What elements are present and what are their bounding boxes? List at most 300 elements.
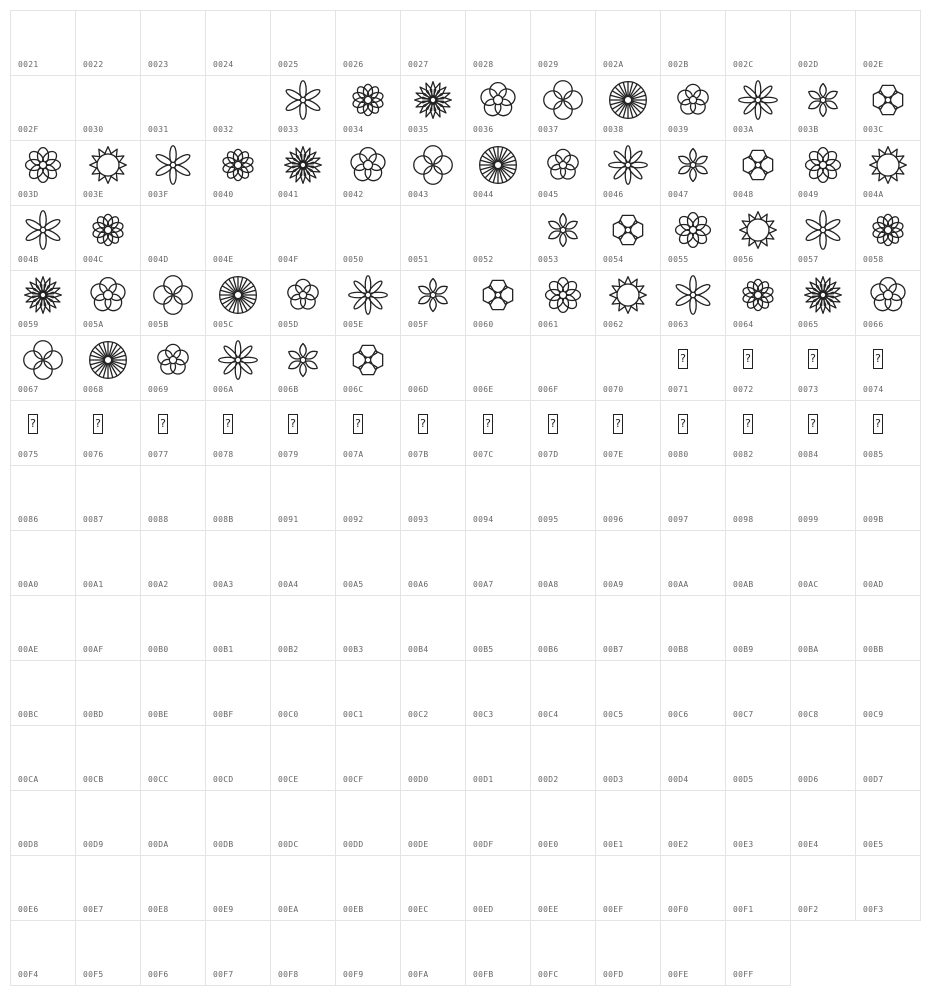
flower-icon [866,208,910,252]
glyph-cell [140,400,206,466]
flower-icon [866,273,910,317]
glyph-cell [790,855,856,921]
glyph-cell [530,790,596,856]
glyph-code-label: 0079 [278,450,299,459]
glyph-cell [10,855,76,921]
glyph-code-label: 0055 [668,255,689,264]
glyph-code-label: 005E [343,320,364,329]
glyph-code-label: 0032 [213,125,234,134]
glyph-code-label: 00A6 [408,580,429,589]
missing-glyph-mark: ? [875,417,881,430]
glyph-code-label: 00A5 [343,580,364,589]
glyph-code-label: 00BC [18,710,39,719]
missing-glyph-icon [873,414,883,434]
glyph-cell [790,530,856,596]
glyph-cell [75,270,141,336]
missing-glyph-icon [483,414,493,434]
glyph-cell [855,725,921,791]
glyph-code-label: 004E [213,255,234,264]
glyph-cell [270,75,336,141]
flower-icon [736,78,780,122]
glyph-code-label: 0023 [148,60,169,69]
glyph-cell [335,465,401,531]
glyph-cell [75,465,141,531]
glyph-code-label: 0037 [538,125,559,134]
flower-icon [606,143,650,187]
glyph-cell [530,400,596,466]
glyph-cell [595,75,661,141]
glyph-code-label: 004A [863,190,884,199]
glyph-code-label: 0024 [213,60,234,69]
glyph-cell [205,790,271,856]
glyph-code-label: 00CC [148,775,169,784]
glyph-code-label: 0036 [473,125,494,134]
glyph-cell [10,75,76,141]
glyph-cell [270,400,336,466]
glyph-cell [335,270,401,336]
glyph-cell [660,855,726,921]
glyph-cell [465,855,531,921]
glyph-cell [10,140,76,206]
glyph-cell [530,530,596,596]
glyph-code-label: 0054 [603,255,624,264]
glyph-code-label: 0073 [798,385,819,394]
glyph-code-label: 00C7 [733,710,754,719]
glyph-code-label: 00E3 [733,840,754,849]
glyph-cell [530,465,596,531]
glyph-cell [270,790,336,856]
glyph-code-label: 00EF [603,905,624,914]
glyph-cell [75,140,141,206]
glyph-code-label: 004D [148,255,169,264]
glyph-code-label: 002E [863,60,884,69]
glyph-code-label: 00AD [863,580,884,589]
glyph-code-label: 0086 [18,515,39,524]
glyph-cell [855,140,921,206]
glyph-cell [855,10,921,76]
glyph-code-label: 0085 [863,450,884,459]
glyph-cell [725,465,791,531]
glyph-cell [465,725,531,791]
glyph-code-label: 0038 [603,125,624,134]
glyph-code-label: 0074 [863,385,884,394]
glyph-cell [790,75,856,141]
glyph-cell [855,270,921,336]
glyph-code-label: 0077 [148,450,169,459]
glyph-cell [725,790,791,856]
glyph-code-label: 00A8 [538,580,559,589]
missing-glyph-mark: ? [225,417,231,430]
flower-icon [346,78,390,122]
glyph-code-label: 0045 [538,190,559,199]
glyph-code-label: 003E [83,190,104,199]
flower-icon [86,208,130,252]
missing-glyph-icon [223,414,233,434]
glyph-code-label: 0025 [278,60,299,69]
glyph-code-label: 0031 [148,125,169,134]
glyph-cell [725,205,791,271]
glyph-code-label: 00F5 [83,970,104,979]
glyph-code-label: 00F7 [213,970,234,979]
glyph-code-label: 00EB [343,905,364,914]
flower-icon [801,143,845,187]
glyph-code-label: 00C6 [668,710,689,719]
glyph-cell [855,660,921,726]
flower-icon [411,143,455,187]
glyph-cell [75,595,141,661]
flower-icon [736,143,780,187]
glyph-cell [140,660,206,726]
glyph-cell [75,790,141,856]
glyph-code-label: 0041 [278,190,299,199]
glyph-cell [465,920,531,986]
glyph-code-label: 0071 [668,385,689,394]
glyph-cell [790,595,856,661]
glyph-cell [660,10,726,76]
glyph-cell [725,400,791,466]
missing-glyph-mark: ? [680,352,686,365]
glyph-code-label: 00B5 [473,645,494,654]
glyph-code-label: 00F2 [798,905,819,914]
glyph-cell [400,400,466,466]
glyph-cell [660,335,726,401]
glyph-cell [790,725,856,791]
glyph-cell [660,660,726,726]
glyph-cell [335,530,401,596]
glyph-code-label: 007E [603,450,624,459]
missing-glyph-icon [28,414,38,434]
glyph-cell [400,140,466,206]
glyph-cell [725,855,791,921]
glyph-code-label: 003C [863,125,884,134]
glyph-cell [10,465,76,531]
glyph-cell [400,920,466,986]
glyph-code-label: 004B [18,255,39,264]
missing-glyph-icon [93,414,103,434]
glyph-cell [595,205,661,271]
glyph-cell [335,920,401,986]
glyph-code-label: 0049 [798,190,819,199]
glyph-cell [270,855,336,921]
glyph-code-label: 00F6 [148,970,169,979]
glyph-code-label: 00C0 [278,710,299,719]
glyph-code-label: 0080 [668,450,689,459]
glyph-code-label: 005D [278,320,299,329]
glyph-code-label: 00FA [408,970,429,979]
flower-icon [866,143,910,187]
glyph-cell [595,530,661,596]
glyph-code-label: 0088 [148,515,169,524]
glyph-code-label: 00B8 [668,645,689,654]
flower-icon [801,78,845,122]
glyph-cell [10,400,76,466]
glyph-cell [790,790,856,856]
missing-glyph-mark: ? [810,352,816,365]
glyph-code-label: 00DC [278,840,299,849]
glyph-code-label: 00C1 [343,710,364,719]
glyph-cell [465,140,531,206]
flower-icon [21,143,65,187]
glyph-cell [595,270,661,336]
glyph-code-label: 00F0 [668,905,689,914]
glyph-cell [660,465,726,531]
glyph-cell [140,465,206,531]
missing-glyph-mark: ? [550,417,556,430]
glyph-cell [270,465,336,531]
glyph-code-label: 0058 [863,255,884,264]
glyph-code-label: 0034 [343,125,364,134]
missing-glyph-mark: ? [485,417,491,430]
glyph-cell [725,335,791,401]
glyph-cell [270,725,336,791]
glyph-cell [660,205,726,271]
glyph-cell [660,400,726,466]
glyph-cell [790,140,856,206]
glyph-cell [205,595,271,661]
glyph-cell [725,10,791,76]
glyph-code-label: 0084 [798,450,819,459]
glyph-code-label: 00CA [18,775,39,784]
glyph-code-label: 0082 [733,450,754,459]
glyph-code-label: 00D5 [733,775,754,784]
glyph-cell [465,205,531,271]
glyph-cell [530,855,596,921]
glyph-code-label: 007A [343,450,364,459]
glyph-code-label: 00A1 [83,580,104,589]
glyph-code-label: 006A [213,385,234,394]
glyph-cell [790,465,856,531]
glyph-code-label: 0030 [83,125,104,134]
glyph-code-label: 0065 [798,320,819,329]
glyph-code-label: 002B [668,60,689,69]
missing-glyph-icon [418,414,428,434]
flower-icon [736,273,780,317]
missing-glyph-icon [678,349,688,369]
glyph-cell [140,205,206,271]
glyph-code-label: 00CB [83,775,104,784]
glyph-cell [660,530,726,596]
glyph-cell [725,595,791,661]
glyph-cell [75,75,141,141]
glyph-code-label: 00E4 [798,840,819,849]
glyph-cell [335,855,401,921]
flower-icon [606,78,650,122]
glyph-cell [205,920,271,986]
glyph-code-label: 00FD [603,970,624,979]
glyph-code-label: 0098 [733,515,754,524]
glyph-cell [855,530,921,596]
glyph-code-label: 0060 [473,320,494,329]
glyph-cell [140,335,206,401]
glyph-cell [725,270,791,336]
glyph-code-label: 009B [863,515,884,524]
glyph-cell [335,400,401,466]
glyph-code-label: 00F1 [733,905,754,914]
glyph-code-label: 00C8 [798,710,819,719]
glyph-cell [530,205,596,271]
glyph-code-label: 0075 [18,450,39,459]
glyph-cell [205,660,271,726]
glyph-cell [270,270,336,336]
glyph-cell [465,660,531,726]
glyph-code-label: 0052 [473,255,494,264]
glyph-code-label: 0091 [278,515,299,524]
flower-icon [281,78,325,122]
flower-icon [21,273,65,317]
glyph-code-label: 00FE [668,970,689,979]
glyph-code-label: 008B [213,515,234,524]
glyph-cell [205,205,271,271]
glyph-code-label: 00AE [18,645,39,654]
glyph-code-label: 00CE [278,775,299,784]
flower-icon [476,143,520,187]
glyph-cell [270,205,336,271]
glyph-cell [855,595,921,661]
glyph-cell [140,140,206,206]
glyph-cell [10,595,76,661]
glyph-code-label: 00AB [733,580,754,589]
glyph-cell [725,75,791,141]
flower-icon [671,78,715,122]
glyph-code-label: 0061 [538,320,559,329]
glyph-cell [595,595,661,661]
glyph-cell [335,595,401,661]
flower-icon [21,338,65,382]
glyph-code-label: 00B2 [278,645,299,654]
glyph-cell [725,725,791,791]
glyph-cell [530,335,596,401]
glyph-code-label: 0053 [538,255,559,264]
glyph-code-label: 0035 [408,125,429,134]
glyph-cell [10,270,76,336]
glyph-code-label: 00E7 [83,905,104,914]
glyph-code-label: 00D0 [408,775,429,784]
glyph-cell [595,855,661,921]
flower-icon [541,143,585,187]
glyph-cell [660,920,726,986]
glyph-cell [530,725,596,791]
glyph-code-label: 00A2 [148,580,169,589]
glyph-code-label: 00F4 [18,970,39,979]
glyph-code-label: 00CD [213,775,234,784]
glyph-code-label: 006C [343,385,364,394]
glyph-code-label: 00C3 [473,710,494,719]
glyph-code-label: 00B9 [733,645,754,654]
glyph-code-label: 00AA [668,580,689,589]
glyph-code-label: 00EC [408,905,429,914]
glyph-cell [400,335,466,401]
glyph-code-label: 00C5 [603,710,624,719]
glyph-cell [205,10,271,76]
glyph-code-label: 0095 [538,515,559,524]
glyph-code-label: 00BA [798,645,819,654]
glyph-code-label: 00D8 [18,840,39,849]
glyph-code-label: 0042 [343,190,364,199]
flower-icon [21,208,65,252]
glyph-cell [335,790,401,856]
glyph-cell [660,140,726,206]
glyph-code-label: 002F [18,125,39,134]
glyph-code-label: 0069 [148,385,169,394]
glyph-code-label: 007D [538,450,559,459]
glyph-cell [790,400,856,466]
glyph-code-label: 00DE [408,840,429,849]
missing-glyph-mark: ? [30,417,36,430]
missing-glyph-icon [548,414,558,434]
glyph-cell [725,920,791,986]
glyph-code-label: 00FF [733,970,754,979]
glyph-cell [205,140,271,206]
glyph-code-label: 006B [278,385,299,394]
glyph-cell [205,400,271,466]
glyph-cell [10,790,76,856]
glyph-cell [660,270,726,336]
glyph-cell [140,10,206,76]
flower-icon [411,273,455,317]
glyph-code-label: 00A7 [473,580,494,589]
glyph-code-label: 003F [148,190,169,199]
flower-icon [346,143,390,187]
glyph-code-label: 0059 [18,320,39,329]
glyph-cell [400,595,466,661]
glyph-cell [660,725,726,791]
glyph-code-label: 002D [798,60,819,69]
glyph-code-label: 0067 [18,385,39,394]
glyph-cell [530,75,596,141]
glyph-cell [400,660,466,726]
glyph-code-label: 00FB [473,970,494,979]
glyph-cell [530,920,596,986]
glyph-cell [725,660,791,726]
glyph-cell [10,530,76,596]
glyph-cell [400,205,466,271]
glyph-code-label: 002A [603,60,624,69]
missing-glyph-mark: ? [420,417,426,430]
glyph-code-label: 0072 [733,385,754,394]
glyph-code-label: 00A9 [603,580,624,589]
glyph-code-label: 0066 [863,320,884,329]
glyph-code-label: 00D3 [603,775,624,784]
glyph-code-label: 00EE [538,905,559,914]
glyph-code-label: 003A [733,125,754,134]
missing-glyph-icon [873,349,883,369]
glyph-code-label: 0076 [83,450,104,459]
glyph-cell [530,140,596,206]
flower-icon [671,273,715,317]
glyph-code-label: 0046 [603,190,624,199]
missing-glyph-mark: ? [745,352,751,365]
glyph-cell [140,530,206,596]
glyph-code-label: 0070 [603,385,624,394]
glyph-code-label: 00BD [83,710,104,719]
glyph-code-label: 00F3 [863,905,884,914]
glyph-code-label: 0092 [343,515,364,524]
missing-glyph-icon [808,349,818,369]
flower-icon [671,143,715,187]
glyph-cell [725,530,791,596]
glyph-cell [335,10,401,76]
missing-glyph-mark: ? [355,417,361,430]
glyph-code-label: 005A [83,320,104,329]
glyph-cell [660,75,726,141]
glyph-code-label: 00BB [863,645,884,654]
glyph-cell [855,205,921,271]
glyph-code-label: 00AF [83,645,104,654]
glyph-code-label: 0056 [733,255,754,264]
glyph-code-label: 0039 [668,125,689,134]
glyph-cell [855,465,921,531]
glyph-code-label: 0022 [83,60,104,69]
